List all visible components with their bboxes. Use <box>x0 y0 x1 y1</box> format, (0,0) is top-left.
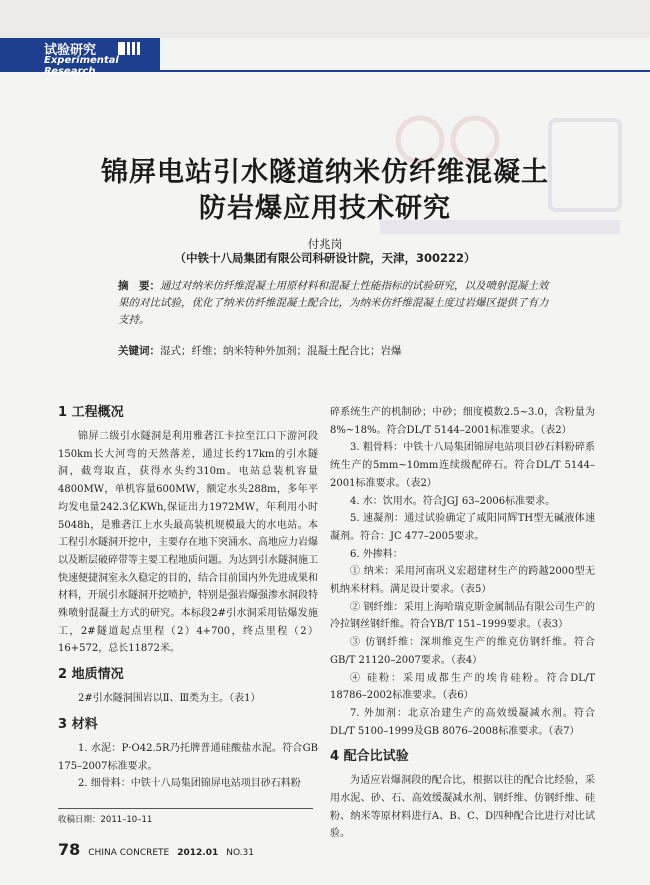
materials-cement: 1. 水泥：P·O42.5R乃托牌普通硅酸盐水泥。符合GB 175–2007标准要求。 <box>58 742 318 772</box>
materials-nano: ① 纳米：采用河南巩义宏超建材生产的跨越2000型无机纳米材料。满足设计要求。（表5） <box>330 566 595 596</box>
author-affiliation: （中铁十八局集团有限公司科研设计院，天津，300222） <box>174 251 476 265</box>
section-2-heading: 2 地质情况 <box>58 667 124 683</box>
page-number: 78 <box>58 840 81 859</box>
issue-number: NO.31 <box>226 848 254 858</box>
page-footer <box>58 840 254 859</box>
keywords-text: 湿式；纤维；纳米特种外加剂；混凝土配合比；岩爆 <box>160 345 402 357</box>
header-rule <box>160 70 650 72</box>
materials-coarse-aggregate: 3. 粗骨料：中铁十八局集团锦屏电站项目砂石料粉碎系统生产的5mm~10mm连续级配碎石。符合DL/T 5144–2001标准要求。（表2） <box>330 442 595 489</box>
section-2-paragraph: 2#引水隧洞围岩以Ⅱ、Ⅲ类为主。（表1） <box>78 693 261 705</box>
right-column <box>330 404 595 843</box>
materials-admixtures: 6. 外掺料： <box>350 548 403 560</box>
journal-name: CHINA CONCRETE <box>88 848 170 858</box>
section-4-paragraph: 为适应岩爆洞段的配合比，根据以往的配合比经验，采用水泥、砂、石、高效缓凝减水剂、钢纤维、仿钢纤维、硅粉、纳米等原材料进行A、B、C、D四种配合比进行对比试验。 <box>330 775 595 840</box>
keywords-label: 关键词： <box>118 345 160 357</box>
section-badge <box>0 38 160 77</box>
materials-fine-aggregate-cont: 碎系统生产的机制砂；中砂；细度模数2.5~3.0，含粉量为8%~18%。符合DL/T 5144–2001标准要求。（表2） <box>330 407 595 436</box>
materials-silica-fume: ④ 硅粉：采用成都生产的埃肯硅粉。符合DL/T 18786–2002标准要求。（表6） <box>330 672 595 702</box>
abstract <box>118 278 558 329</box>
section-title-cn: 试验研究 <box>44 43 97 58</box>
article-title-line-2: 防岩爆应用技术研究 <box>199 193 451 224</box>
section-1-paragraph: 锦屏二级引水隧洞是利用雅砻江卡拉至江口下游河段150km长大河弯的天然落差，通过长约17km的引水隧洞，截弯取直，获得水头约310m。电站总装机容量4800MW，单机容量600MW，额定水头288m，多年平均发电量242.3亿KWh,保证出力1972MW，年利用小时5048h，是雅砻江上水头最高装机规模最大的水电站。本工程引水隧洞开挖中，主要存在地下突涌水、高地应力岩爆以及断层破碎带等主要工程地质问题。为达到引水隧洞施工快速便捷洞室永久稳定的目的，结合目前国内外先进成果和材料，开展引水隧洞开挖喷护，特别是强岩爆强渗水洞段特殊喷射混凝土方式的研究。本标段2#引水洞采用钻爆发施工，2#隧道起点里程（2）4+700，终点里程（2）16+572，总长11872米。 <box>58 431 318 655</box>
issue-date: 2012.01 <box>177 848 219 858</box>
article-title-line-1: 锦屏电站引水隧道纳米仿纤维混凝土 <box>101 157 549 188</box>
section-1-heading: 1 工程概况 <box>58 405 124 420</box>
header-band <box>0 0 650 38</box>
left-column <box>58 404 318 793</box>
section-3-heading: 3 材料 <box>58 716 98 732</box>
materials-fine-aggregate: 2. 细骨料：中铁十八局集团锦屏电站项目砂石料粉 <box>78 778 301 790</box>
author-name: 付兆岗 <box>307 237 343 251</box>
materials-steel-fiber: ② 钢纤维：采用上海哈瑞克斯金属制品有限公司生产的冷拉钢丝钢纤维。符合YB/T 151–1999要求。（表3） <box>330 601 595 631</box>
materials-imitation-steel-fiber: ③ 仿钢纤维：深圳维克生产的维克仿钢纤维。符合GB/T 21120–2007要求。（表4） <box>330 637 595 666</box>
section-title-en: Experimental Research <box>44 55 119 77</box>
materials-additive: 7. 外加剂：北京冶建生产的高效缓凝减水剂。符合DL/T 5100–1999及GB 8076–2008标准要求。（表7） <box>330 707 595 737</box>
materials-accelerator: 5. 速凝剂：通过试验确定了咸阳同辉TH型无碱液体速凝剂。符合：JC 477–2005要求。 <box>330 513 595 542</box>
materials-water: 4. 水：饮用水。符合JGJ 63–2006标准要求。 <box>350 495 556 507</box>
keywords <box>118 343 558 358</box>
section-4-heading: 4 配合比试验 <box>330 749 409 765</box>
footnote-rule <box>58 808 313 809</box>
abstract-text: 通过对纳米仿纤维混凝土用原材料和混凝土性能指标的试验研究，以及喷射混凝土效果的对比试验，优化了纳米仿纤维混凝土配合比，为纳米仿纤维混凝土度过岩爆区提供了有力支持。 <box>118 280 549 326</box>
badge-bars-icon <box>118 42 140 55</box>
abstract-label: 摘 要： <box>118 280 160 292</box>
received-date: 收稿日期：2011–10–11 <box>58 815 153 825</box>
